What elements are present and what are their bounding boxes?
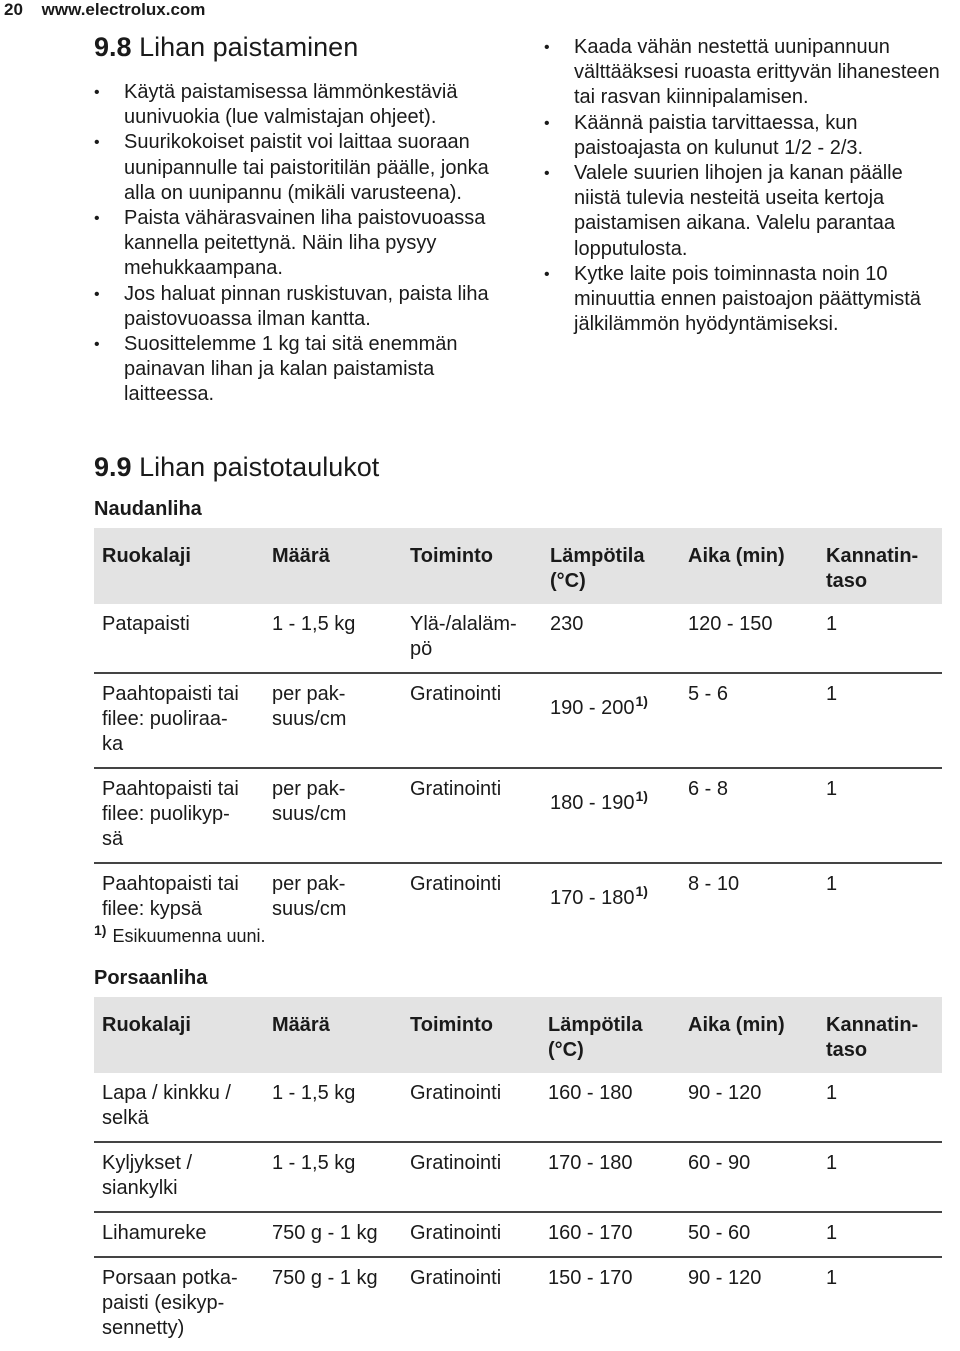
cell-time: 120 - 150 (688, 613, 773, 635)
site-url: www.electrolux.com (41, 0, 206, 19)
cell-temp (540, 1266, 680, 1341)
right-bullet-list (542, 35, 947, 337)
cell-function: Gratinointi (410, 873, 502, 895)
cell-function: Gratinointi (410, 1267, 502, 1289)
temp-value: 160 - 180 (548, 1082, 633, 1104)
temp-value: 190 - 200 (550, 697, 635, 719)
cell-temp (542, 612, 680, 662)
cell-dish: Porsaan potka- paisti (esikyp- sennetty) (102, 1267, 238, 1339)
cell-amount: 1 - 1,5 kg (272, 613, 356, 635)
section-title-9-8 (94, 32, 358, 63)
header-amount: Määrä (272, 545, 330, 567)
footnote-text: Esikuumenna uuni. (112, 926, 266, 946)
table-row (94, 1256, 942, 1351)
cell-dish: Paahtopaisti tai filee: kypsä (102, 873, 239, 920)
cell-time: 60 - 90 (688, 1152, 751, 1174)
cell-dish: Lapa / kinkku / selkä (102, 1082, 231, 1129)
pork-table-title: Porsaanliha (94, 967, 208, 989)
cell-amount: 1 - 1,5 kg (272, 1082, 356, 1104)
bullet-item: • Suosittelemme 1 kg tai sitä enemmän painavan lihan ja kalan paistamista laitteessa. (92, 332, 512, 408)
header-time: Aika (min) (688, 1014, 785, 1036)
left-bullet-list (92, 80, 512, 408)
cell-temp (542, 682, 680, 757)
header-level: Kannatin- taso (826, 545, 919, 592)
cell-function: Gratinointi (410, 1152, 502, 1174)
cell-function: Gratinointi (410, 683, 502, 705)
bullet-item: • Paista vähärasvainen liha paistovuoassa kannella peitettynä. Näin liha pysyy mehukkaampana. (92, 206, 512, 282)
table-row (94, 862, 942, 932)
page-header (4, 0, 205, 20)
beef-table-title: Naudanliha (94, 498, 202, 520)
temp-value: 170 - 180 (550, 887, 635, 909)
temp-value: 170 - 180 (548, 1152, 633, 1174)
cell-temp (542, 777, 680, 852)
section-title-text: Lihan paistotaulukot (139, 452, 380, 482)
header-amount: Määrä (272, 1014, 330, 1036)
bullet-item: • Valele suurien lihojen ja kanan päälle niistä tulevia nesteitä useita kertoja paistamisen aikana. Valelu parantaa lopputulosta. (542, 161, 947, 262)
bullet-item: • Käännä paistia tarvittaessa, kun paistoajasta on kulunut 1/2 - 2/3. (542, 111, 947, 161)
pork-table (94, 997, 942, 1351)
table-row (94, 604, 942, 672)
cell-amount: 750 g - 1 kg (272, 1222, 378, 1244)
header-dish: Ruokalaji (102, 1014, 191, 1036)
cell-time: 90 - 120 (688, 1267, 762, 1289)
cell-dish: Paahtopaisti tai filee: puolikyp- sä (102, 778, 239, 850)
cell-level: 1 (826, 1152, 838, 1174)
cell-time: 8 - 10 (688, 873, 740, 895)
temp-value: 160 - 170 (548, 1222, 633, 1244)
cell-temp (540, 1221, 680, 1246)
header-time: Aika (min) (688, 545, 785, 567)
temp-value: 230 (550, 613, 584, 635)
cell-dish: Paahtopaisti tai filee: puoliraa- ka (102, 683, 239, 755)
cell-temp (542, 872, 680, 922)
cell-level: 1 (826, 778, 838, 800)
cell-level: 1 (826, 1222, 838, 1244)
temp-footnote-marker: 1) (635, 693, 648, 709)
cell-temp (540, 1081, 680, 1131)
cell-function: Gratinointi (410, 1222, 502, 1244)
cell-level: 1 (826, 1082, 838, 1104)
cell-function: Ylä-/alaläm- pö (410, 613, 517, 660)
header-level: Kannatin- taso (826, 1014, 919, 1061)
temp-footnote-marker: 1) (635, 883, 648, 899)
cell-time: 6 - 8 (688, 778, 729, 800)
footnote (94, 922, 266, 947)
section-number: 9.8 (94, 32, 132, 62)
cell-amount: per pak- suus/cm (272, 778, 347, 825)
header-function: Toiminto (410, 1014, 493, 1036)
cell-time: 90 - 120 (688, 1082, 762, 1104)
section-title-text: Lihan paistaminen (139, 32, 359, 62)
bullet-item: • Suurikokoiset paistit voi laittaa suoraan uunipannulle tai paistoritilän päälle, jonka alla on uunipannu (mikäli varusteena). (92, 130, 512, 206)
header-temp: Lämpötila (°C) (550, 545, 645, 592)
table-row (94, 1141, 942, 1211)
cell-amount: per pak- suus/cm (272, 683, 347, 730)
cell-time: 50 - 60 (688, 1222, 751, 1244)
bullet-item: • Käytä paistamisessa lämmönkestäviä uunivuokia (lue valmistajan ohjeet). (92, 80, 512, 130)
page-number: 20 (4, 0, 23, 19)
cell-level: 1 (826, 613, 838, 635)
cell-amount: per pak- suus/cm (272, 873, 347, 920)
cell-dish: Lihamureke (102, 1222, 207, 1244)
header-temp: Lämpötila (°C) (548, 1014, 643, 1061)
section-number: 9.9 (94, 452, 132, 482)
bullet-item: • Jos haluat pinnan ruskistuvan, paista liha paistovuoassa ilman kantta. (92, 282, 512, 332)
table-row (94, 767, 942, 862)
cell-level: 1 (826, 1267, 838, 1289)
cell-function: Gratinointi (410, 778, 502, 800)
section-title-9-9 (94, 452, 379, 483)
cell-amount: 750 g - 1 kg (272, 1267, 378, 1289)
cell-function: Gratinointi (410, 1082, 502, 1104)
cell-temp (540, 1151, 680, 1201)
cell-amount: 1 - 1,5 kg (272, 1152, 356, 1174)
bullet-item: • Kaada vähän nestettä uunipannuun välttääksesi ruoasta erittyvän lihanesteen tai rasvan kiinnipalamisen. (542, 35, 947, 111)
table-row (94, 1211, 942, 1256)
temp-value: 150 - 170 (548, 1267, 633, 1289)
header-function: Toiminto (410, 545, 493, 567)
beef-table (94, 528, 942, 932)
table-header-row (94, 997, 942, 1073)
table-row (94, 1073, 942, 1141)
cell-level: 1 (826, 683, 838, 705)
cell-dish: Kyljykset / siankylki (102, 1152, 193, 1199)
cell-level: 1 (826, 873, 838, 895)
table-header-row (94, 528, 942, 604)
footnote-marker: 1) (94, 922, 107, 938)
temp-footnote-marker: 1) (635, 788, 648, 804)
cell-dish: Patapaisti (102, 613, 190, 635)
bullet-item: • Kytke laite pois toiminnasta noin 10 minuuttia ennen paistoajon päättymistä jälkilämmön hyödyntämiseksi. (542, 262, 947, 338)
cell-time: 5 - 6 (688, 683, 729, 705)
temp-value: 180 - 190 (550, 792, 635, 814)
header-dish: Ruokalaji (102, 545, 191, 567)
table-row (94, 672, 942, 767)
